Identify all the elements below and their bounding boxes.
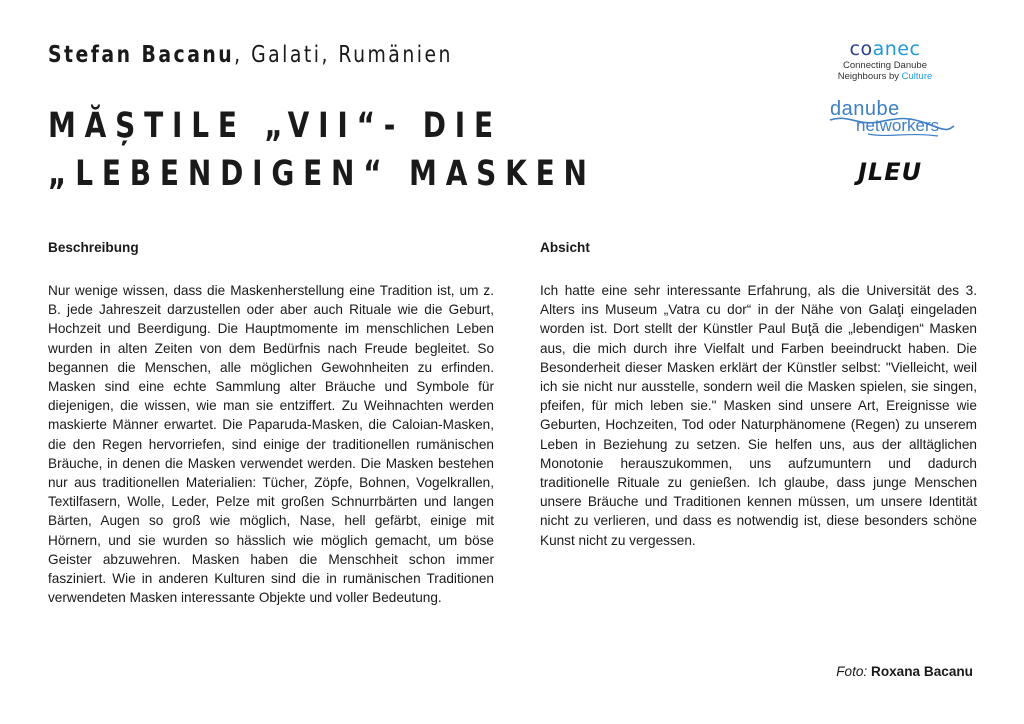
coanec-logo [820, 38, 950, 82]
coanec-tagline-accent: Culture [901, 71, 933, 82]
intention-column [540, 238, 977, 550]
description-column [48, 238, 494, 607]
photo-credit [836, 664, 973, 679]
coanec-tagline-1: Connecting Danube [843, 60, 927, 71]
coanec-tagline-prefix: Neighbours by [837, 71, 902, 82]
photo-credit-name: Roxana Bacanu [871, 664, 973, 679]
danube-networkers-logo [828, 98, 958, 144]
description-heading: Beschreibung [48, 240, 139, 255]
author-line [48, 42, 453, 68]
coanec-mark-left: co [849, 38, 873, 60]
author-location: , Galati, Rumänien [234, 42, 453, 68]
coanec-mark-mid: a [872, 38, 885, 60]
description-text: Nur wenige wissen, dass die Maskenherstellung eine Tradition ist, um z. B. jede Jahreszeit darzustellen oder aber auch Rituale wie die Geburt, Hochzeit und Beerdigung. Die Hauptmomente im menschlichen Leben wurden in alten Zeiten von dem Bedürfnis nach Freude begleitet. So begannen die Menschen, alle möglichen Gewohnheiten zu erfinden. Masken sind eine echte Sammlung alter Bräuche und Symbole für diejenigen, die wissen, wie man sie entziffert. Zu Weihnachten werden maskierte Männer erwartet. Die Paparuda-Masken, die Caloian-Masken, die den Regen hervorriefen, sind einige der traditionellen rumänischen Bräuche, in denen die Masken verwendet werden. Die Masken bestehen nur aus traditionellen Materialien: Tücher, Zöpfe, Bohnen, Vogelkrallen, Textilfasern, Wolle, Leder, Pelze mit großen Schnurrbärten und langen Bärten, Augen so groß wie möglich, Nase, hell gefärbt, einige mit Hörnern, und sie wurden so hässlich wie möglich gemacht, um böse Geister abzuwehren. Masken haben die Menschheit schon immer fasziniert. Wie in anderen Kulturen sind die in rumänischen Traditionen verwendeten Masken interessante Objekte und voller Bedeutung. [48, 283, 494, 606]
danube-logo-line1: danube [830, 98, 900, 120]
page-title: MĂȘTILE „VII“- DIE „LEBENDIGEN“ MASKEN [48, 106, 596, 194]
author-name: Stefan Bacanu [48, 42, 235, 68]
coanec-tagline-2 [820, 71, 950, 82]
intention-heading: Absicht [540, 240, 590, 255]
photo-credit-label: Foto: [836, 664, 868, 679]
intention-text: Ich hatte eine sehr interessante Erfahrung, als die Universität des 3. Alters ins Museum „Vatra cu dor“ in der Nähe von Galaţi eingeladen worden ist. Dort stellt der Künstler Paul Buţă die „lebendigen“ Masken aus, die mich durch ihre Vielfalt und Farben beeindruckt haben. Die Besonderheit dieser Masken erklärt der Künstler selbst: "Vielleicht, weil ich sie nicht nur ausstelle, sondern weil die Masken spielen, sie singen, pfeifen, für mich leben sie." Masken sind unsere Art, Ereignisse wie Geburten, Hochzeiten, Tod oder Naturphänomene (Regen) zu unserem Leben in Beziehung zu setzen. Sie helfen uns, aus der alltäglichen Monotonie herauszukommen, uns aufzumuntern und dadurch traditionelle Rituale zu genießen. Ich glaube, dass junge Menschen unsere Bräuche und Traditionen kennen müssen, um unsere Identität nicht zu verlieren, und dass es notwendig ist, diese besonders schöne Kunst nicht zu vergessen. [540, 283, 977, 548]
jleu-logo: JLEU [858, 158, 923, 186]
coanec-logo-mark [820, 38, 950, 60]
coanec-mark-right: nec [884, 38, 921, 60]
danube-logo-line2: networkers [856, 116, 940, 135]
